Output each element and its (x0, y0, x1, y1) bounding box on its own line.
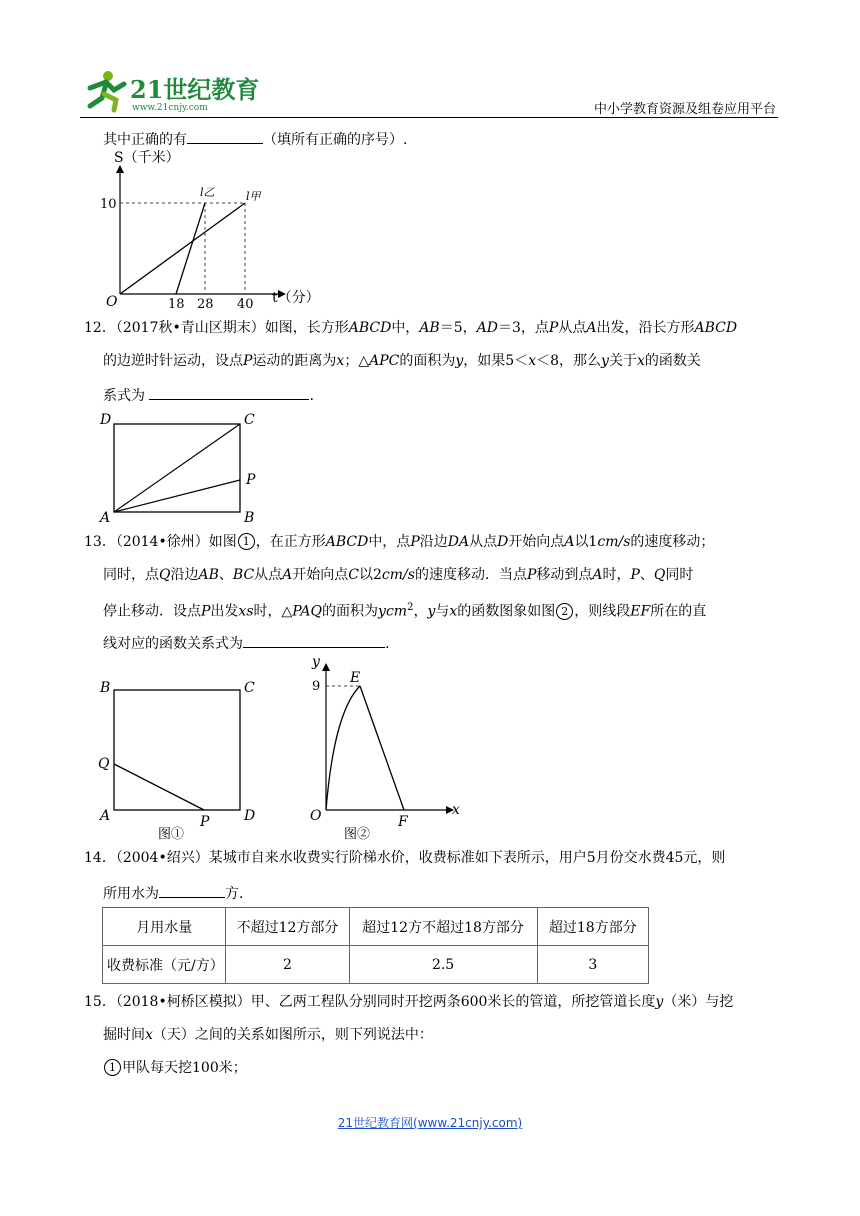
g11-origin: O (106, 294, 118, 310)
fig13a-B: B (100, 680, 111, 696)
q12-line3: 系式为 . (103, 384, 314, 406)
q13-line4: 线对应的函数关系式为 . (103, 632, 389, 654)
table-cell: 不超过12方部分 (226, 908, 349, 946)
footer (0, 1112, 860, 1131)
fig13b-y: y (312, 654, 320, 670)
g11-x-tick-18: 18 (168, 297, 185, 310)
g11-x-tick-28: 28 (197, 297, 214, 310)
g11-line1-label: l乙 (200, 186, 215, 199)
table-cell: 3 (537, 946, 648, 984)
figure-12 (96, 408, 266, 524)
fig13b-O: O (310, 808, 322, 824)
logo-text: 21世纪教育 (130, 75, 260, 104)
footer-link[interactable]: 21世纪教育网(www.21cnjy.com) (337, 1116, 523, 1130)
logo-url: www.21cnjy.com (132, 103, 208, 113)
table-cell: 2 (226, 946, 349, 984)
graph-11 (100, 150, 330, 310)
fig13a-D: D (244, 808, 256, 824)
table-cell: 超过18方部分 (537, 908, 648, 946)
q13-line3: 停止移动．设点P出发xs时，△PAQ的面积为ycm$^2$，y与x的函数图象如图 2 ，则线段EF所在的直 (103, 602, 707, 620)
q12-line1: 12．（2017秋•青山区期末）如图，长方形ABCD中，AB＝5，AD＝3，点P从点A出发，沿长方形ABCD (84, 320, 738, 336)
table-cell: 月用水量 (103, 908, 226, 946)
figure-13-2 (300, 652, 470, 844)
q14-line1: 14．（2004•绍兴）某城市自来水收费实行阶梯水价，收费标准如下表所示，用户5月份交水费45元，则 (84, 850, 726, 866)
fig13b-x: x (452, 802, 460, 818)
fig13b-caption: 图② (344, 827, 371, 842)
fig13a-C: C (244, 680, 255, 696)
fig12-A: A (100, 510, 111, 524)
fig12-D: D (100, 412, 112, 428)
fig12-B: B (244, 510, 255, 524)
q13-line2: 同时，点Q沿边AB、BC从点A开始向点C以2cm/s的速度移动．当点P移动到点A时，P、Q同时 (103, 567, 694, 583)
table-row (103, 946, 649, 984)
fig12-P: P (246, 472, 256, 488)
fig12-C: C (244, 412, 255, 428)
fig13a-A: A (100, 808, 111, 824)
table-row (103, 908, 649, 946)
table-cell: 收费标准（元/方） (103, 946, 226, 984)
q13-line1: 13．（2014•徐州）如图 1 ，在正方形ABCD中，点P沿边DA从点D开始向点A以1cm/s的速度移动； (84, 534, 715, 550)
g11-y-label: S（千米） (114, 150, 180, 166)
q11-tail: 其中正确的有 （填所有正确的序号）. (103, 128, 407, 150)
q15-item1: 1 甲队每天挖100米； (103, 1058, 247, 1078)
fig13b-E: E (350, 670, 361, 686)
fig13a-P: P (200, 814, 210, 830)
header-rule (80, 117, 778, 118)
g11-line2-label: l甲 (246, 190, 261, 203)
fig13b-F: F (398, 814, 408, 830)
fee-table (102, 907, 649, 984)
table-cell: 超过12方不超过18方部分 (349, 908, 537, 946)
fig13a-caption: 图① (158, 827, 185, 842)
q12-line2: 的边逆时针运动，设点P运动的距离为x；△APC的面积为y，如果5＜x＜8，那么y关于x的函数关 (103, 353, 701, 369)
figure-13-1 (96, 672, 266, 844)
g11-x-label: t（分） (272, 290, 320, 306)
q15-line1: 15．（2018•柯桥区模拟）甲、乙两工程队分别同时开挖两条600米长的管道，所挖管道长度y（米）与挖 (84, 994, 734, 1010)
logo (80, 66, 260, 114)
q14-line2: 所用水为 方． (103, 882, 253, 904)
q15-line2: 掘时间x（天）之间的关系如图所示，则下列说法中： (103, 1027, 433, 1043)
fig13a-Q: Q (98, 756, 110, 772)
table-cell: 2.5 (349, 946, 537, 984)
fig13b-9: 9 (312, 679, 321, 694)
g11-x-tick-40: 40 (237, 297, 254, 310)
g11-y-tick: 10 (100, 197, 117, 212)
header (0, 0, 860, 120)
platform-name: 中小学教育资源及组卷应用平台 (593, 102, 776, 117)
runner-icon (90, 71, 124, 110)
